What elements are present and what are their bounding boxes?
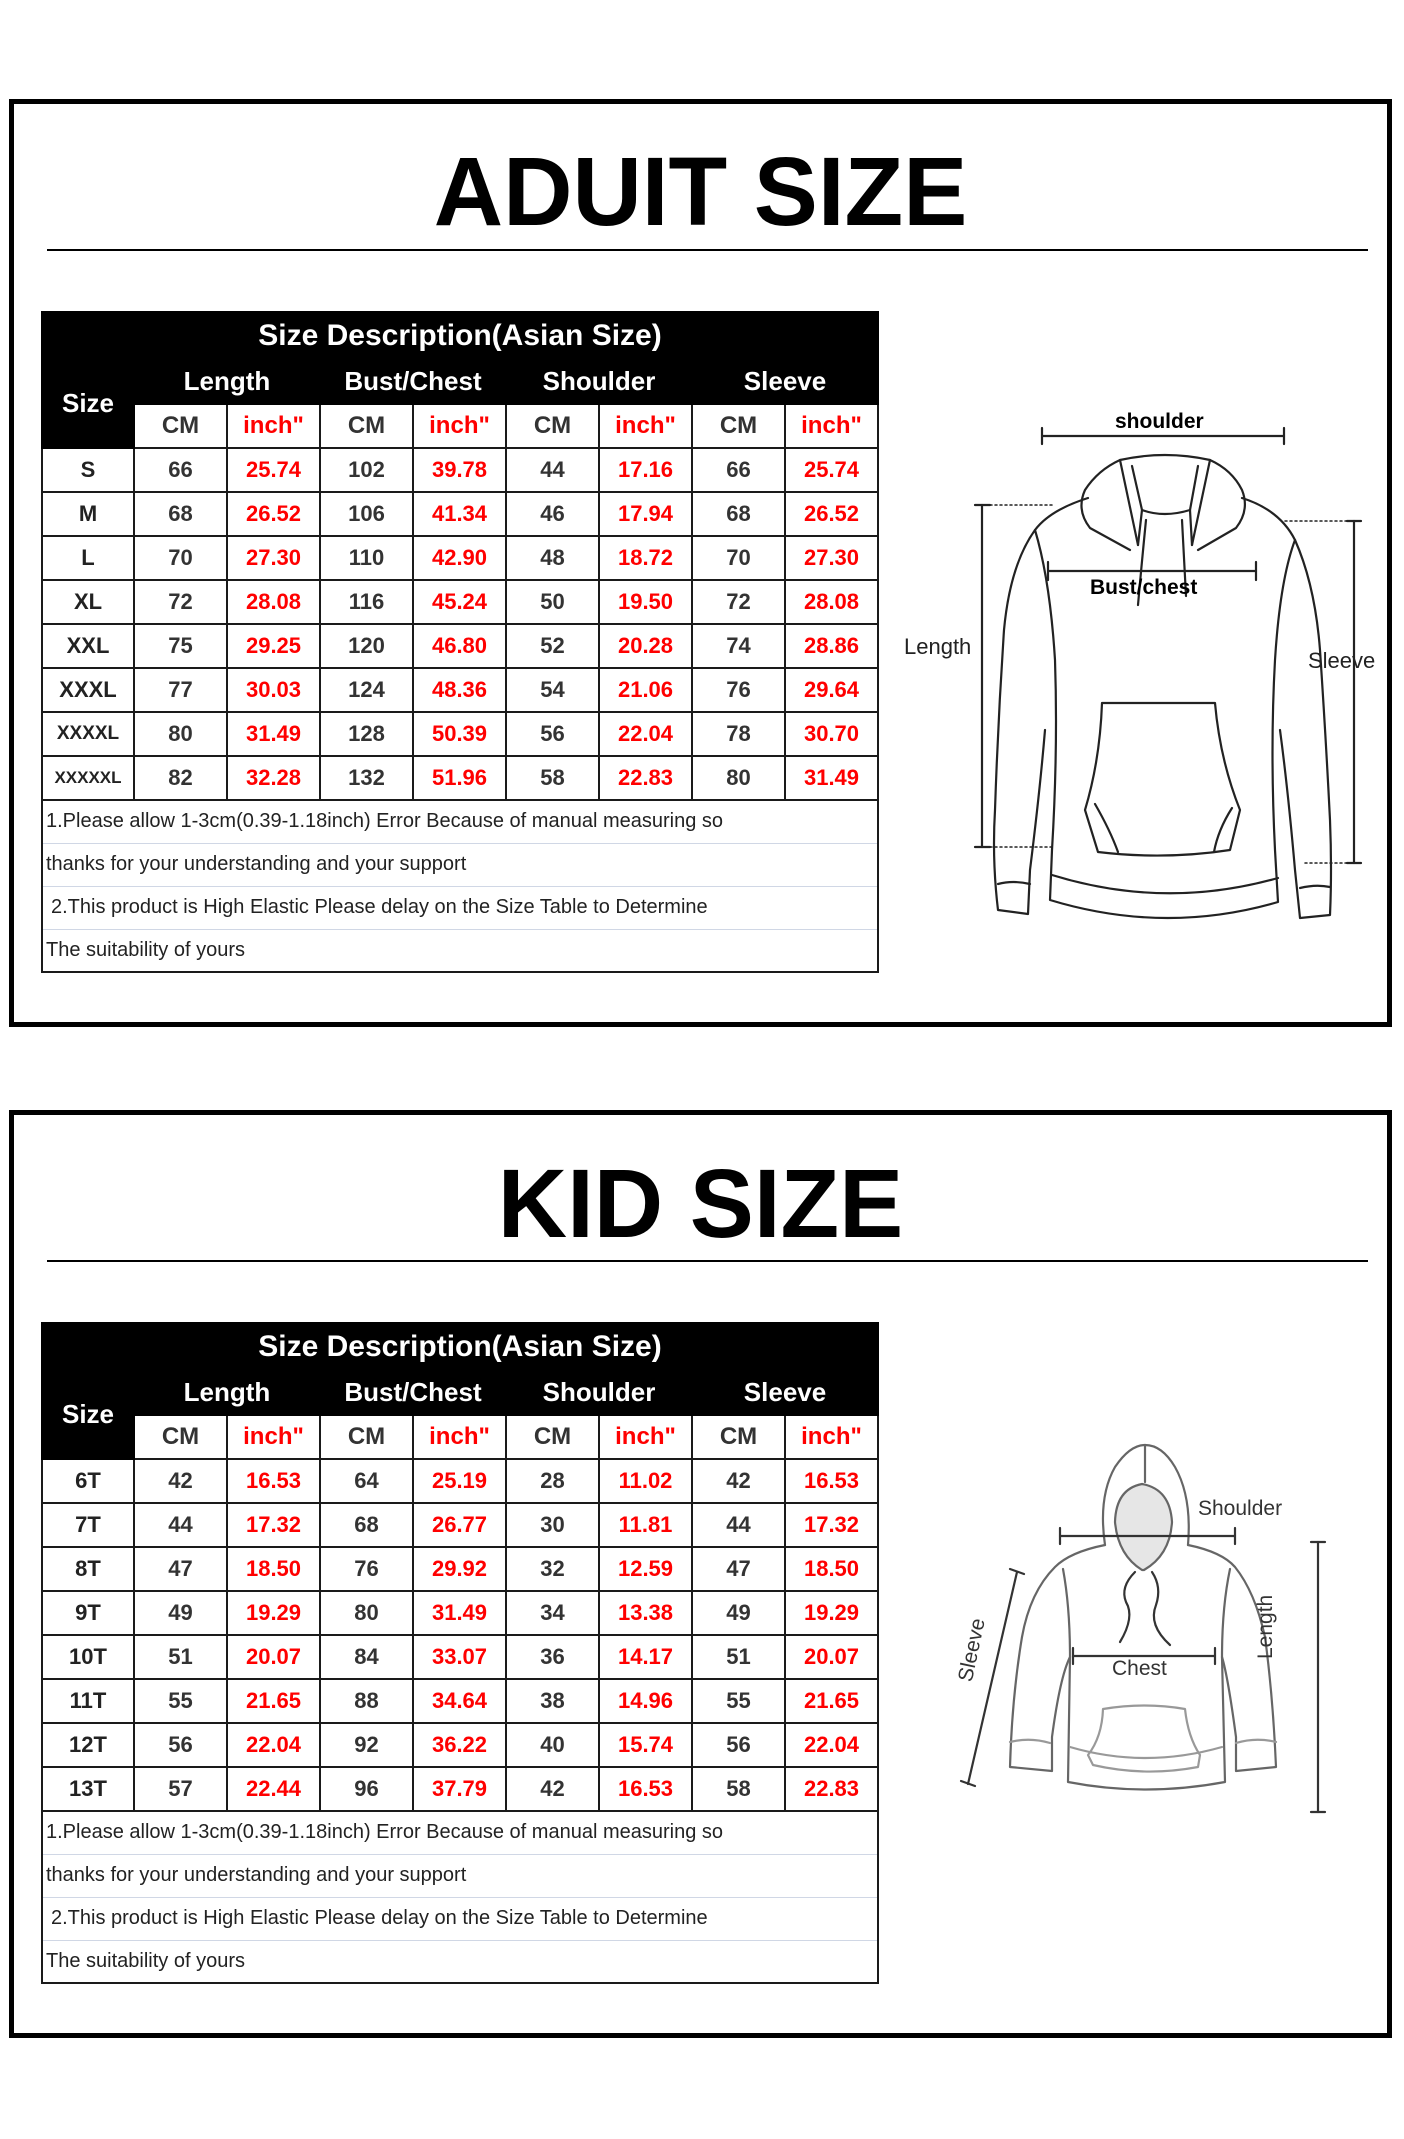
adult-hoodie-diagram — [880, 390, 1380, 960]
kid-size-table — [41, 1322, 879, 1984]
inch-value: 21.65 — [785, 1679, 878, 1723]
cm-value: 128 — [320, 712, 413, 756]
inch-value: 30.70 — [785, 712, 878, 756]
cm-value: 30 — [506, 1503, 599, 1547]
note-row — [42, 886, 878, 929]
cm-unit-header: CM — [320, 404, 413, 448]
inch-value: 22.04 — [227, 1723, 320, 1767]
adult-size-title: ADUIT SIZE — [433, 137, 968, 246]
kid-size-panel — [9, 1110, 1392, 2038]
cm-value: 68 — [320, 1503, 413, 1547]
sleeve-label: Sleeve — [954, 1616, 990, 1684]
inch-value: 25.19 — [413, 1459, 506, 1503]
measurement-group-header: Shoulder — [506, 1369, 692, 1415]
cm-value: 68 — [134, 492, 227, 536]
cm-value: 28 — [506, 1459, 599, 1503]
inch-value: 27.30 — [227, 536, 320, 580]
note-row — [42, 843, 878, 886]
inch-value: 16.53 — [599, 1767, 692, 1811]
inch-value: 21.06 — [599, 668, 692, 712]
inch-value: 31.49 — [227, 712, 320, 756]
length-label: Length — [1254, 1594, 1277, 1659]
inch-value: 20.07 — [227, 1635, 320, 1679]
cm-value: 110 — [320, 536, 413, 580]
table-row — [42, 1503, 878, 1547]
cm-value: 116 — [320, 580, 413, 624]
size-label: 7T — [42, 1503, 134, 1547]
table-row — [42, 668, 878, 712]
inch-unit-header: inch" — [227, 1415, 320, 1459]
inch-value: 51.96 — [413, 756, 506, 800]
kid-hoodie-diagram — [930, 1437, 1350, 1857]
cm-value: 51 — [134, 1635, 227, 1679]
inch-value: 17.16 — [599, 448, 692, 492]
cm-unit-header: CM — [692, 1415, 785, 1459]
inch-value: 28.08 — [227, 580, 320, 624]
title-divider — [47, 249, 1368, 251]
kid-size-title: KID SIZE — [497, 1149, 904, 1258]
note-text: The suitability of yours — [42, 1940, 878, 1983]
inch-value: 22.04 — [785, 1723, 878, 1767]
cm-value: 56 — [692, 1723, 785, 1767]
cm-value: 32 — [506, 1547, 599, 1591]
inch-value: 45.24 — [413, 580, 506, 624]
cm-value: 51 — [692, 1635, 785, 1679]
note-row — [42, 1940, 878, 1983]
table-row — [42, 1723, 878, 1767]
cm-value: 120 — [320, 624, 413, 668]
inch-value: 25.74 — [785, 448, 878, 492]
measurement-group-header: Length — [134, 1369, 320, 1415]
size-label: XL — [42, 580, 134, 624]
cm-value: 106 — [320, 492, 413, 536]
inch-value: 32.28 — [227, 756, 320, 800]
cm-value: 72 — [692, 580, 785, 624]
note-text: thanks for your understanding and your support — [42, 1854, 878, 1897]
cm-value: 66 — [134, 448, 227, 492]
inch-value: 17.32 — [785, 1503, 878, 1547]
cm-value: 54 — [506, 668, 599, 712]
note-row — [42, 1854, 878, 1897]
cm-value: 55 — [692, 1679, 785, 1723]
table-unit-header-row — [42, 1415, 878, 1459]
inch-value: 31.49 — [413, 1591, 506, 1635]
note-text: 1.Please allow 1-3cm(0.39-1.18inch) Error Because of manual measuring so — [42, 800, 878, 843]
table-row — [42, 756, 878, 800]
size-label: 9T — [42, 1591, 134, 1635]
cm-value: 56 — [134, 1723, 227, 1767]
cm-value: 84 — [320, 1635, 413, 1679]
cm-value: 56 — [506, 712, 599, 756]
inch-value: 18.50 — [227, 1547, 320, 1591]
size-label: S — [42, 448, 134, 492]
inch-value: 20.28 — [599, 624, 692, 668]
cm-value: 132 — [320, 756, 413, 800]
cm-value: 66 — [692, 448, 785, 492]
cm-unit-header: CM — [320, 1415, 413, 1459]
inch-value: 22.04 — [599, 712, 692, 756]
inch-value: 26.52 — [227, 492, 320, 536]
cm-value: 46 — [506, 492, 599, 536]
inch-value: 17.32 — [227, 1503, 320, 1547]
cm-value: 52 — [506, 624, 599, 668]
cm-value: 96 — [320, 1767, 413, 1811]
inch-value: 14.96 — [599, 1679, 692, 1723]
cm-value: 76 — [692, 668, 785, 712]
inch-unit-header: inch" — [785, 404, 878, 448]
cm-value: 58 — [692, 1767, 785, 1811]
table-caption: Size Description(Asian Size) — [42, 1323, 878, 1369]
cm-unit-header: CM — [134, 404, 227, 448]
inch-value: 28.86 — [785, 624, 878, 668]
inch-value: 42.90 — [413, 536, 506, 580]
table-caption-row — [42, 312, 878, 358]
inch-value: 14.17 — [599, 1635, 692, 1679]
cm-value: 88 — [320, 1679, 413, 1723]
inch-value: 37.79 — [413, 1767, 506, 1811]
adult-size-panel — [9, 99, 1392, 1027]
inch-value: 19.50 — [599, 580, 692, 624]
cm-value: 58 — [506, 756, 599, 800]
adult-hoodie-icon — [880, 390, 1380, 960]
cm-unit-header: CM — [134, 1415, 227, 1459]
table-caption: Size Description(Asian Size) — [42, 312, 878, 358]
size-label: M — [42, 492, 134, 536]
cm-value: 74 — [692, 624, 785, 668]
cm-value: 80 — [320, 1591, 413, 1635]
note-text: The suitability of yours — [42, 929, 878, 972]
cm-value: 42 — [692, 1459, 785, 1503]
measurement-group-header: Bust/Chest — [320, 358, 506, 404]
inch-value: 18.50 — [785, 1547, 878, 1591]
cm-value: 82 — [134, 756, 227, 800]
inch-value: 22.83 — [785, 1767, 878, 1811]
table-row — [42, 492, 878, 536]
inch-value: 19.29 — [785, 1591, 878, 1635]
size-column-header: Size — [42, 358, 134, 448]
inch-value: 16.53 — [227, 1459, 320, 1503]
cm-value: 75 — [134, 624, 227, 668]
table-row — [42, 1547, 878, 1591]
cm-value: 44 — [692, 1503, 785, 1547]
inch-value: 15.74 — [599, 1723, 692, 1767]
cm-value: 68 — [692, 492, 785, 536]
adult-table-body — [42, 312, 878, 972]
inch-value: 30.03 — [227, 668, 320, 712]
inch-value: 19.29 — [227, 1591, 320, 1635]
cm-unit-header: CM — [506, 404, 599, 448]
note-row — [42, 800, 878, 843]
inch-value: 33.07 — [413, 1635, 506, 1679]
size-label: 10T — [42, 1635, 134, 1679]
cm-value: 70 — [692, 536, 785, 580]
cm-value: 80 — [692, 756, 785, 800]
chest-label: Chest — [1112, 1657, 1167, 1680]
size-label: 12T — [42, 1723, 134, 1767]
note-row — [42, 1897, 878, 1940]
cm-value: 76 — [320, 1547, 413, 1591]
inch-value: 22.44 — [227, 1767, 320, 1811]
inch-value: 29.64 — [785, 668, 878, 712]
size-label: L — [42, 536, 134, 580]
inch-value: 18.72 — [599, 536, 692, 580]
table-unit-header-row — [42, 404, 878, 448]
size-label: XXXL — [42, 668, 134, 712]
cm-value: 77 — [134, 668, 227, 712]
note-text: thanks for your understanding and your support — [42, 843, 878, 886]
cm-value: 49 — [134, 1591, 227, 1635]
table-row — [42, 1679, 878, 1723]
inch-unit-header: inch" — [599, 404, 692, 448]
table-row — [42, 1767, 878, 1811]
size-label: 8T — [42, 1547, 134, 1591]
cm-value: 47 — [134, 1547, 227, 1591]
kid-table-body — [42, 1323, 878, 1983]
cm-value: 72 — [134, 580, 227, 624]
cm-value: 70 — [134, 536, 227, 580]
inch-value: 26.77 — [413, 1503, 506, 1547]
inch-value: 25.74 — [227, 448, 320, 492]
cm-value: 44 — [134, 1503, 227, 1547]
inch-value: 46.80 — [413, 624, 506, 668]
inch-value: 39.78 — [413, 448, 506, 492]
note-text: 1.Please allow 1-3cm(0.39-1.18inch) Error Because of manual measuring so — [42, 1811, 878, 1854]
adult-size-table — [41, 311, 879, 973]
cm-value: 40 — [506, 1723, 599, 1767]
cm-value: 38 — [506, 1679, 599, 1723]
cm-value: 50 — [506, 580, 599, 624]
inch-value: 28.08 — [785, 580, 878, 624]
measurement-group-header: Shoulder — [506, 358, 692, 404]
bust-chest-label: Bust/chest — [1090, 576, 1198, 599]
cm-value: 48 — [506, 536, 599, 580]
inch-unit-header: inch" — [413, 404, 506, 448]
size-label: 6T — [42, 1459, 134, 1503]
note-row — [42, 1811, 878, 1854]
inch-unit-header: inch" — [785, 1415, 878, 1459]
inch-value: 22.83 — [599, 756, 692, 800]
table-row — [42, 624, 878, 668]
inch-unit-header: inch" — [227, 404, 320, 448]
cm-value: 42 — [506, 1767, 599, 1811]
inch-value: 21.65 — [227, 1679, 320, 1723]
length-label: Length — [904, 634, 972, 659]
cm-value: 42 — [134, 1459, 227, 1503]
inch-value: 11.81 — [599, 1503, 692, 1547]
cm-value: 34 — [506, 1591, 599, 1635]
shoulder-label: Shoulder — [1198, 1497, 1283, 1520]
table-row — [42, 1459, 878, 1503]
inch-value: 50.39 — [413, 712, 506, 756]
kid-hoodie-icon — [930, 1437, 1350, 1857]
table-row — [42, 1591, 878, 1635]
inch-unit-header: inch" — [413, 1415, 506, 1459]
sleeve-label: Sleeve — [1308, 648, 1376, 673]
cm-value: 92 — [320, 1723, 413, 1767]
cm-value: 57 — [134, 1767, 227, 1811]
note-text: 2.This product is High Elastic Please delay on the Size Table to Determine — [42, 1897, 878, 1940]
inch-value: 34.64 — [413, 1679, 506, 1723]
cm-value: 55 — [134, 1679, 227, 1723]
size-label: XXXXXL — [42, 756, 134, 800]
inch-value: 31.49 — [785, 756, 878, 800]
inch-value: 16.53 — [785, 1459, 878, 1503]
table-group-header-row — [42, 358, 878, 404]
title-divider — [47, 1260, 1368, 1262]
note-row — [42, 929, 878, 972]
shoulder-label: shoulder — [1115, 410, 1204, 433]
table-group-header-row — [42, 1369, 878, 1415]
cm-value: 80 — [134, 712, 227, 756]
inch-value: 41.34 — [413, 492, 506, 536]
table-caption-row — [42, 1323, 878, 1369]
cm-value: 47 — [692, 1547, 785, 1591]
table-row — [42, 448, 878, 492]
inch-value: 20.07 — [785, 1635, 878, 1679]
inch-value: 29.92 — [413, 1547, 506, 1591]
table-row — [42, 536, 878, 580]
cm-value: 102 — [320, 448, 413, 492]
cm-value: 49 — [692, 1591, 785, 1635]
note-text: 2.This product is High Elastic Please delay on the Size Table to Determine — [42, 886, 878, 929]
measurement-group-header: Sleeve — [692, 358, 878, 404]
size-label: 13T — [42, 1767, 134, 1811]
measurement-group-header: Sleeve — [692, 1369, 878, 1415]
cm-value: 64 — [320, 1459, 413, 1503]
cm-value: 44 — [506, 448, 599, 492]
inch-value: 17.94 — [599, 492, 692, 536]
inch-value: 29.25 — [227, 624, 320, 668]
table-row — [42, 1635, 878, 1679]
inch-unit-header: inch" — [599, 1415, 692, 1459]
size-label: 11T — [42, 1679, 134, 1723]
cm-unit-header: CM — [506, 1415, 599, 1459]
measurement-group-header: Length — [134, 358, 320, 404]
cm-value: 78 — [692, 712, 785, 756]
measurement-group-header: Bust/Chest — [320, 1369, 506, 1415]
inch-value: 13.38 — [599, 1591, 692, 1635]
inch-value: 26.52 — [785, 492, 878, 536]
size-column-header: Size — [42, 1369, 134, 1459]
cm-unit-header: CM — [692, 404, 785, 448]
inch-value: 48.36 — [413, 668, 506, 712]
size-label: XXL — [42, 624, 134, 668]
inch-value: 27.30 — [785, 536, 878, 580]
table-row — [42, 580, 878, 624]
inch-value: 36.22 — [413, 1723, 506, 1767]
size-label: XXXXL — [42, 712, 134, 756]
cm-value: 124 — [320, 668, 413, 712]
cm-value: 36 — [506, 1635, 599, 1679]
table-row — [42, 712, 878, 756]
inch-value: 12.59 — [599, 1547, 692, 1591]
inch-value: 11.02 — [599, 1459, 692, 1503]
